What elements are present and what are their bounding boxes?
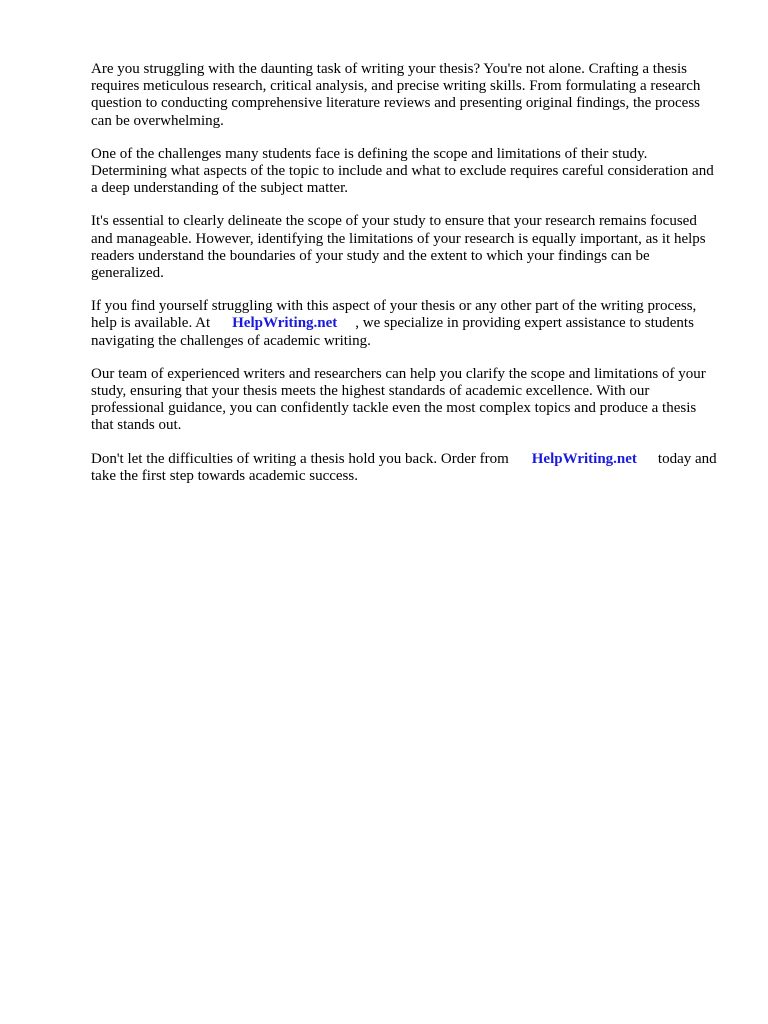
paragraph-intro: Are you struggling with the daunting task of writing your thesis? You're not alone. Crafting a thesis requires meticulous research, critical analysis, and precise writing skills. From formulating a research question to conducting comprehensive literature reviews and presenting original findings, the process can be overwhelming. [91, 61, 701, 129]
paragraph-team: Our team of experienced writers and researchers can help you clarify the scope and limitations of your study, ensuring that your thesis meets the highest standards of academic excellence. With our professional guidance, you can confidently tackle even the most complex topics and produce a thesis that stands out. [91, 365, 706, 434]
paragraph-help [91, 298, 721, 350]
helpwriting-order-link[interactable]: HelpWriting.net [531, 450, 637, 467]
paragraph-order-text-after: today and take the first step towards academic success. [91, 450, 717, 484]
paragraph-challenges: One of the challenges many students face is defining the scope and limitations of their study. Determining what aspects of the topic to include and what to exclude requires careful consideration and a deep understanding of the subject matter. [91, 145, 714, 197]
paragraph-order [91, 451, 721, 485]
document-body [91, 61, 721, 501]
paragraph-help-text-before: If you find yourself struggling with this aspect of your thesis or any other part of the writing process, help is available. At [91, 298, 697, 332]
paragraph-help-text-after: , we specialize in providing expert assistance to students navigating the challenges of academic writing. [91, 315, 694, 349]
paragraph-scope: It's essential to clearly delineate the scope of your study to ensure that your research remains focused and manageable. However, identifying the limitations of your research is equally important, as it helps readers understand the boundaries of your study and the extent to which your findings can be generalized. [91, 213, 706, 282]
paragraph-order-text-before: Don't let the difficulties of writing a thesis hold you back. Order from [91, 450, 509, 467]
helpwriting-link[interactable]: HelpWriting.net [232, 315, 338, 332]
